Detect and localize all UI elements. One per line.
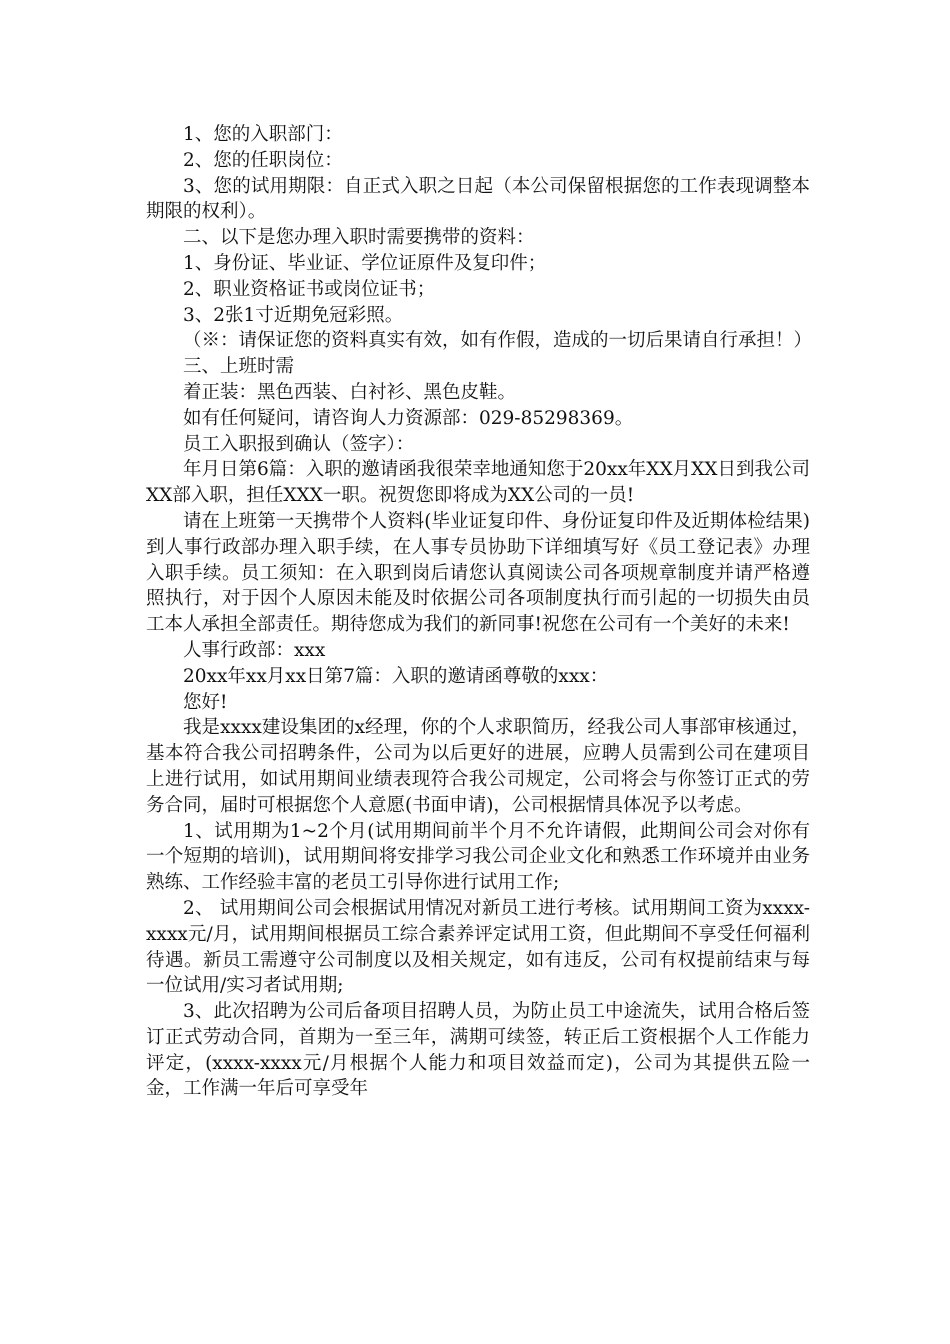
paragraph: 二、以下是您办理入职时需要携带的资料：: [183, 227, 535, 249]
paragraph: 2、 试用期间公司会根据试用情况对新员工进行考核。试用期间工资为xxxx-xxxx元/月，试用期间根据员工综合素养评定试用工资，但此期间不享受任何福利待遇。新员工需遵守公司制度以及相关规定，如有违反，公司有权提前结束与每一位试用/实习者试用期;: [146, 897, 810, 997]
paragraph: 请在上班第一天携带个人资料(毕业证复印件、身份证复印件及近期体检结果)到人事行政部办理入职手续，在人事专员协助下详细填写好《员工登记表》办理入职手续。员工须知：在入职到岗后请您认真阅读公司各项规章制度并请严格遵照执行，对于因个人原因未能及时依据公司各项制度执行而引起的一切损失由员工本人承担全部责任。期待您成为我们的新同事!祝您在公司有一个美好的未来!: [146, 510, 810, 636]
paragraph: 着正装：黑色西装、白衬衫、黑色皮鞋。: [183, 381, 517, 403]
paragraph: 1、您的入职部门：: [183, 124, 343, 145]
paragraph: 3、2张1寸近期免冠彩照。: [183, 304, 404, 326]
paragraph: 3、您的试用期限：自正式入职之日起（本公司保留根据您的工作表现调整本期限的权利）。: [146, 175, 810, 223]
paragraph: 2、职业资格证书或岗位证书；: [183, 278, 436, 300]
paragraph: 20xx年xx月xx日第7篇：入职的邀请函尊敬的xxx：: [183, 665, 609, 687]
paragraph: 三、上班时需: [183, 356, 295, 378]
paragraph: 如有任何疑问，请咨询人力资源部：029-85298369。: [183, 407, 634, 429]
paragraph: （※：请保证您的资料真实有效，如有作假，造成的一切后果请自行承担！）: [183, 330, 813, 352]
document-page: [146, 122, 813, 1102]
paragraph: 员工入职报到确认（签字）：: [183, 433, 415, 455]
paragraph: 年月日第6篇：入职的邀请函我很荣幸地通知您于20xx年XX月XX日到我公司XX部入职，担任XXX一职。祝贺您即将成为XX公司的一员!: [146, 459, 810, 507]
paragraph: 1、身份证、毕业证、学位证原件及复印件；: [183, 252, 547, 274]
paragraph: 您好!: [183, 691, 228, 713]
paragraph: 人事行政部：xxx: [183, 639, 326, 661]
paragraph: 我是xxxx建设集团的x经理，你的个人求职简历，经我公司人事部审核通过，基本符合我公司招聘条件，公司为以后更好的进展，应聘人员需到公司在建项目上进行试用，如试用期间业绩表现符合我公司规定，公司将会与你签订正式的劳务合同，届时可根据您个人意愿(书面申请)，公司根据情具体况予以考虑。: [146, 717, 810, 816]
paragraph: 3、此次招聘为公司后备项目招聘人员，为防止员工中途流失，试用合格后签订正式劳动合同，首期为一至三年，满期可续签，转正后工资根据个人工作能力评定，(xxxx-xxxx元/月根据个人能力和项目效益而定)，公司为其提供五险一金，工作满一年后可享受年: [146, 1001, 810, 1100]
paragraph: 2、您的任职岗位：: [183, 149, 343, 171]
paragraph: 1、试用期为1~2个月(试用期间前半个月不允许请假，此期间公司会对你有一个短期的培训)，试用期间将安排学习我公司企业文化和熟悉工作环境并由业务熟练、工作经验丰富的老员工引导你进行试用工作;: [146, 820, 810, 894]
